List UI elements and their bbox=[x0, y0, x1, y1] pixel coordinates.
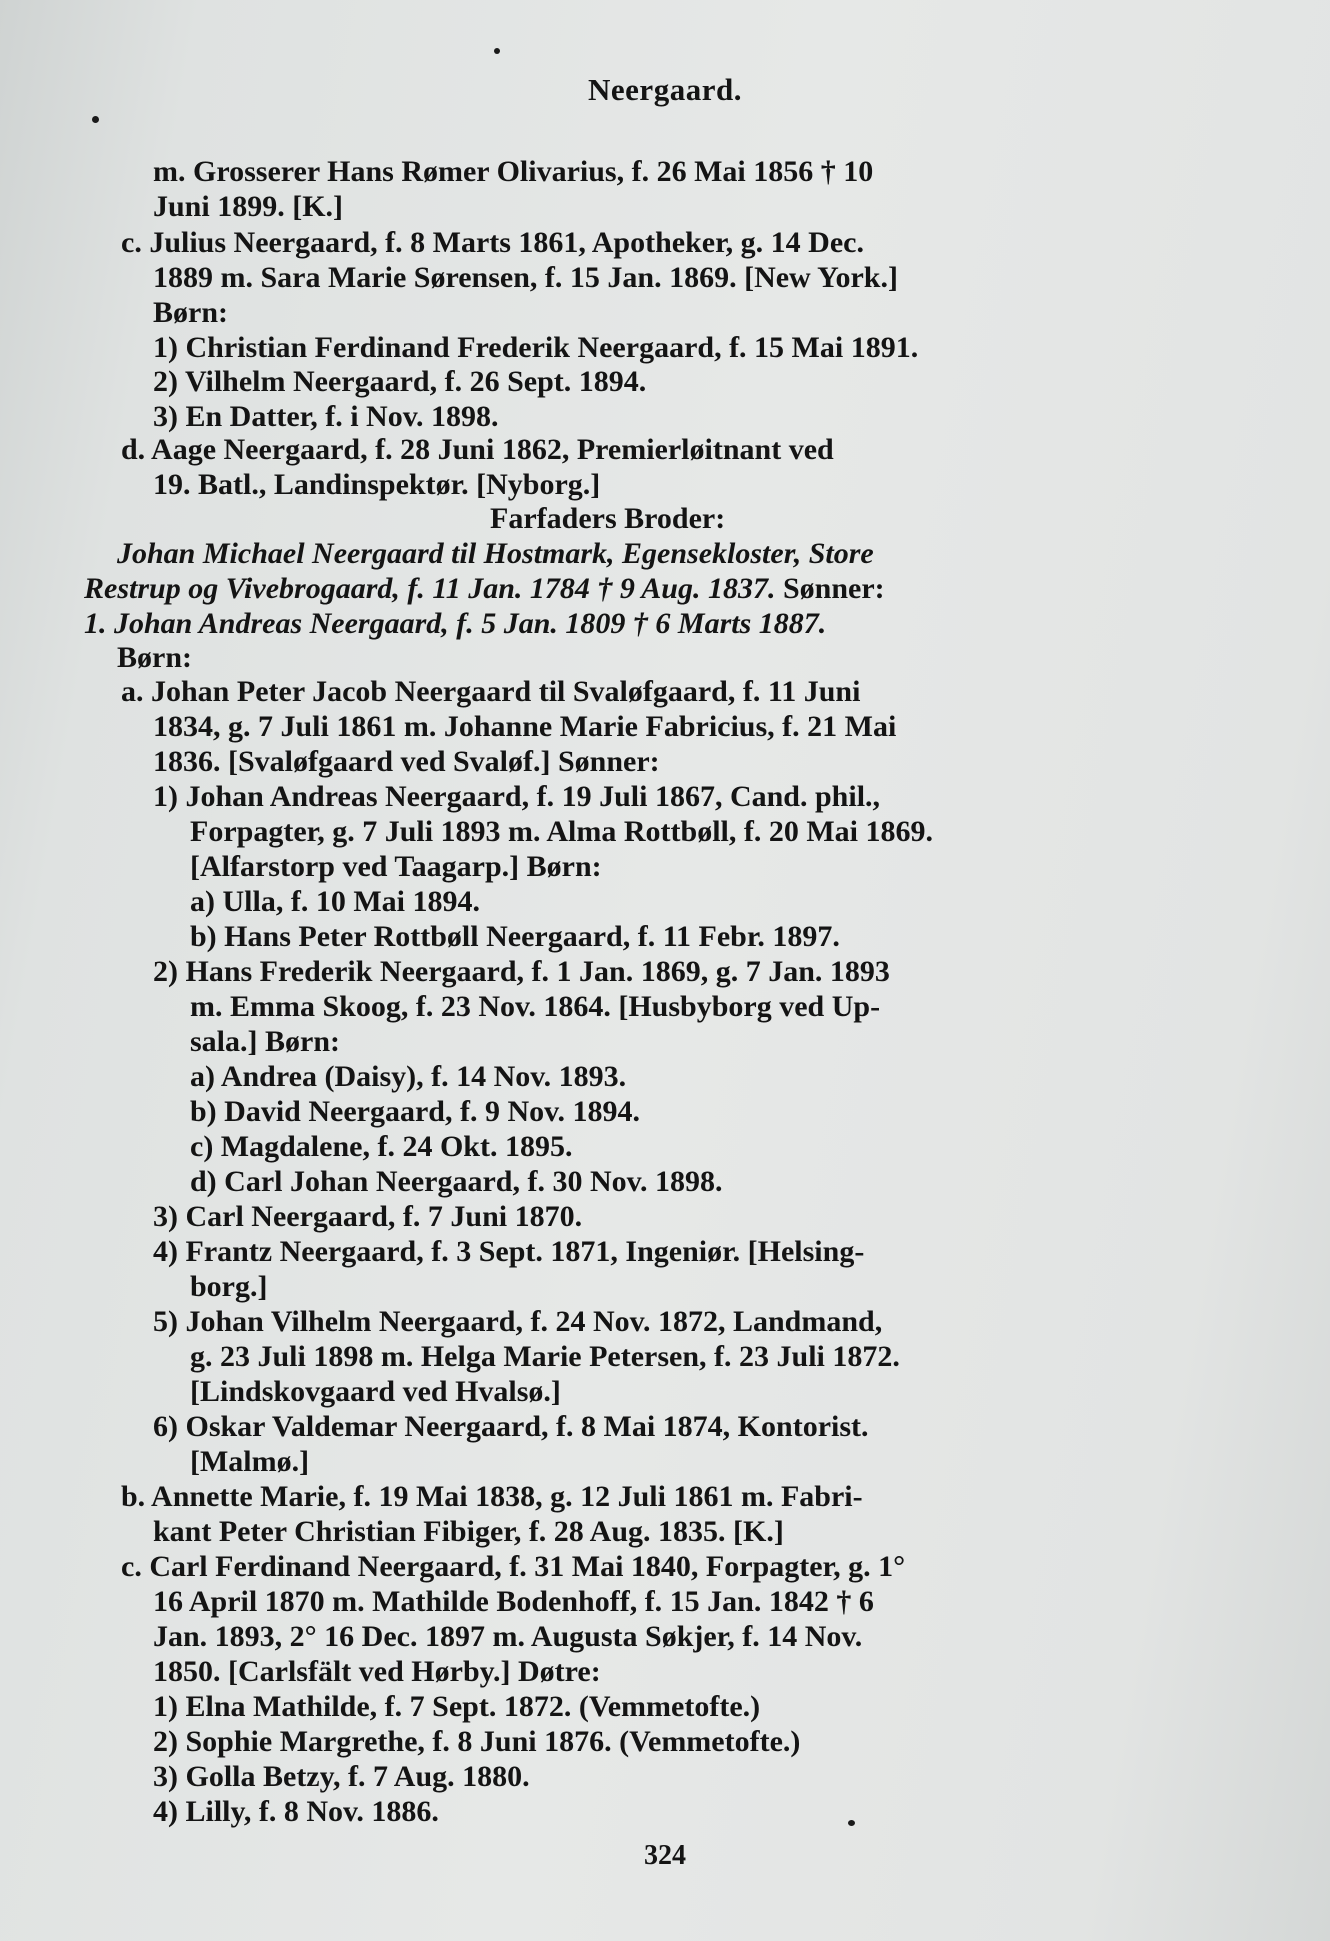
text-line: c. Carl Ferdinand Neergaard, f. 31 Mai 1840, Forpagter, g. 1° bbox=[121, 1550, 906, 1583]
text-line: m. Grosserer Hans Rømer Olivarius, f. 26 Mai 1856 † 10 bbox=[153, 155, 874, 188]
ink-speck bbox=[848, 1820, 855, 1826]
text-line: 3) En Datter, f. i Nov. 1898. bbox=[153, 400, 499, 433]
text-line: Børn: bbox=[117, 641, 192, 674]
text-line: 1) Christian Ferdinand Frederik Neergaard, f. 15 Mai 1891. bbox=[153, 331, 919, 364]
page-header: Neergaard. bbox=[588, 72, 742, 107]
text-line: m. Emma Skoog, f. 23 Nov. 1864. [Husbyborg ved Up- bbox=[190, 990, 881, 1023]
text-line: Johan Michael Neergaard til Hostmark, Egensekloster, Store bbox=[117, 537, 874, 570]
text-line: [Alfarstorp ved Taagarp.] Børn: bbox=[190, 850, 602, 883]
section-heading: Farfaders Broder: bbox=[490, 502, 726, 535]
text-line: 2) Sophie Margrethe, f. 8 Juni 1876. (Vemmetofte.) bbox=[153, 1725, 801, 1758]
text-line: c. Julius Neergaard, f. 8 Marts 1861, Apotheker, g. 14 Dec. bbox=[121, 226, 864, 259]
text-line: Forpagter, g. 7 Juli 1893 m. Alma Rottbøll, f. 20 Mai 1869. bbox=[190, 815, 934, 848]
text-line: borg.] bbox=[190, 1270, 268, 1303]
text-line: 2) Vilhelm Neergaard, f. 26 Sept. 1894. bbox=[153, 365, 647, 398]
text-line: 1834, g. 7 Juli 1861 m. Johanne Marie Fabricius, f. 21 Mai bbox=[153, 710, 897, 743]
text-line: b. Annette Marie, f. 19 Mai 1838, g. 12 Juli 1861 m. Fabri- bbox=[121, 1480, 863, 1513]
text-line: sala.] Børn: bbox=[190, 1025, 340, 1058]
text-line: Jan. 1893, 2° 16 Dec. 1897 m. Augusta Søkjer, f. 14 Nov. bbox=[153, 1620, 863, 1653]
text-line: 3) Golla Betzy, f. 7 Aug. 1880. bbox=[153, 1760, 530, 1793]
text-line: 6) Oskar Valdemar Neergaard, f. 8 Mai 1874, Kontorist. bbox=[153, 1410, 869, 1443]
text-line: 1) Johan Andreas Neergaard, f. 19 Juli 1867, Cand. phil., bbox=[153, 780, 881, 813]
text-line: Sønner: bbox=[782, 572, 885, 605]
text-line: a) Andrea (Daisy), f. 14 Nov. 1893. bbox=[190, 1060, 627, 1093]
text-line: Restrup og Vivebrogaard, f. 11 Jan. 1784 † 9 Aug. 1837. bbox=[84, 572, 776, 605]
page-number: 324 bbox=[644, 1840, 686, 1871]
text-line: 1836. [Svaløfgaard ved Svaløf.] Sønner: bbox=[153, 745, 660, 778]
ink-speck bbox=[92, 116, 99, 123]
ink-speck bbox=[494, 48, 500, 54]
text-line: a. Johan Peter Jacob Neergaard til Svaløfgaard, f. 11 Juni bbox=[121, 675, 861, 708]
text-line: Børn: bbox=[153, 296, 228, 329]
text-line: 1850. [Carlsfält ved Hørby.] Døtre: bbox=[153, 1655, 601, 1688]
text-line: d. Aage Neergaard, f. 28 Juni 1862, Premierløitnant ved bbox=[121, 433, 834, 466]
text-line: 1. Johan Andreas Neergaard, f. 5 Jan. 1809 † 6 Marts 1887. bbox=[84, 607, 827, 640]
text-line: b) Hans Peter Rottbøll Neergaard, f. 11 Febr. 1897. bbox=[190, 920, 840, 953]
text-line: b) David Neergaard, f. 9 Nov. 1894. bbox=[190, 1095, 640, 1128]
text-line: Juni 1899. [K.] bbox=[153, 190, 344, 223]
text-line: kant Peter Christian Fibiger, f. 28 Aug. 1835. [K.] bbox=[153, 1515, 784, 1548]
text-line: 5) Johan Vilhelm Neergaard, f. 24 Nov. 1872, Landmand, bbox=[153, 1305, 883, 1338]
text-line: 16 April 1870 m. Mathilde Bodenhoff, f. 15 Jan. 1842 † 6 bbox=[153, 1585, 874, 1618]
text-line: [Lindskovgaard ved Hvalsø.] bbox=[190, 1375, 561, 1408]
text-line: 19. Batl., Landinspektør. [Nyborg.] bbox=[153, 468, 601, 501]
text-line: 1) Elna Mathilde, f. 7 Sept. 1872. (Vemmetofte.) bbox=[153, 1690, 761, 1723]
text-line: g. 23 Juli 1898 m. Helga Marie Petersen, f. 23 Juli 1872. bbox=[190, 1340, 900, 1373]
text-line: 4) Frantz Neergaard, f. 3 Sept. 1871, Ingeniør. [Helsing- bbox=[153, 1235, 865, 1268]
text-line: 2) Hans Frederik Neergaard, f. 1 Jan. 1869, g. 7 Jan. 1893 bbox=[153, 955, 890, 988]
text-line: 3) Carl Neergaard, f. 7 Juni 1870. bbox=[153, 1200, 583, 1233]
text-line: c) Magdalene, f. 24 Okt. 1895. bbox=[190, 1130, 573, 1163]
text-line: [Malmø.] bbox=[190, 1445, 310, 1478]
text-line: a) Ulla, f. 10 Mai 1894. bbox=[190, 885, 480, 918]
text-line: 4) Lilly, f. 8 Nov. 1886. bbox=[153, 1795, 439, 1828]
text-line: 1889 m. Sara Marie Sørensen, f. 15 Jan. 1869. [New York.] bbox=[153, 261, 898, 294]
text-line: d) Carl Johan Neergaard, f. 30 Nov. 1898. bbox=[190, 1165, 723, 1198]
